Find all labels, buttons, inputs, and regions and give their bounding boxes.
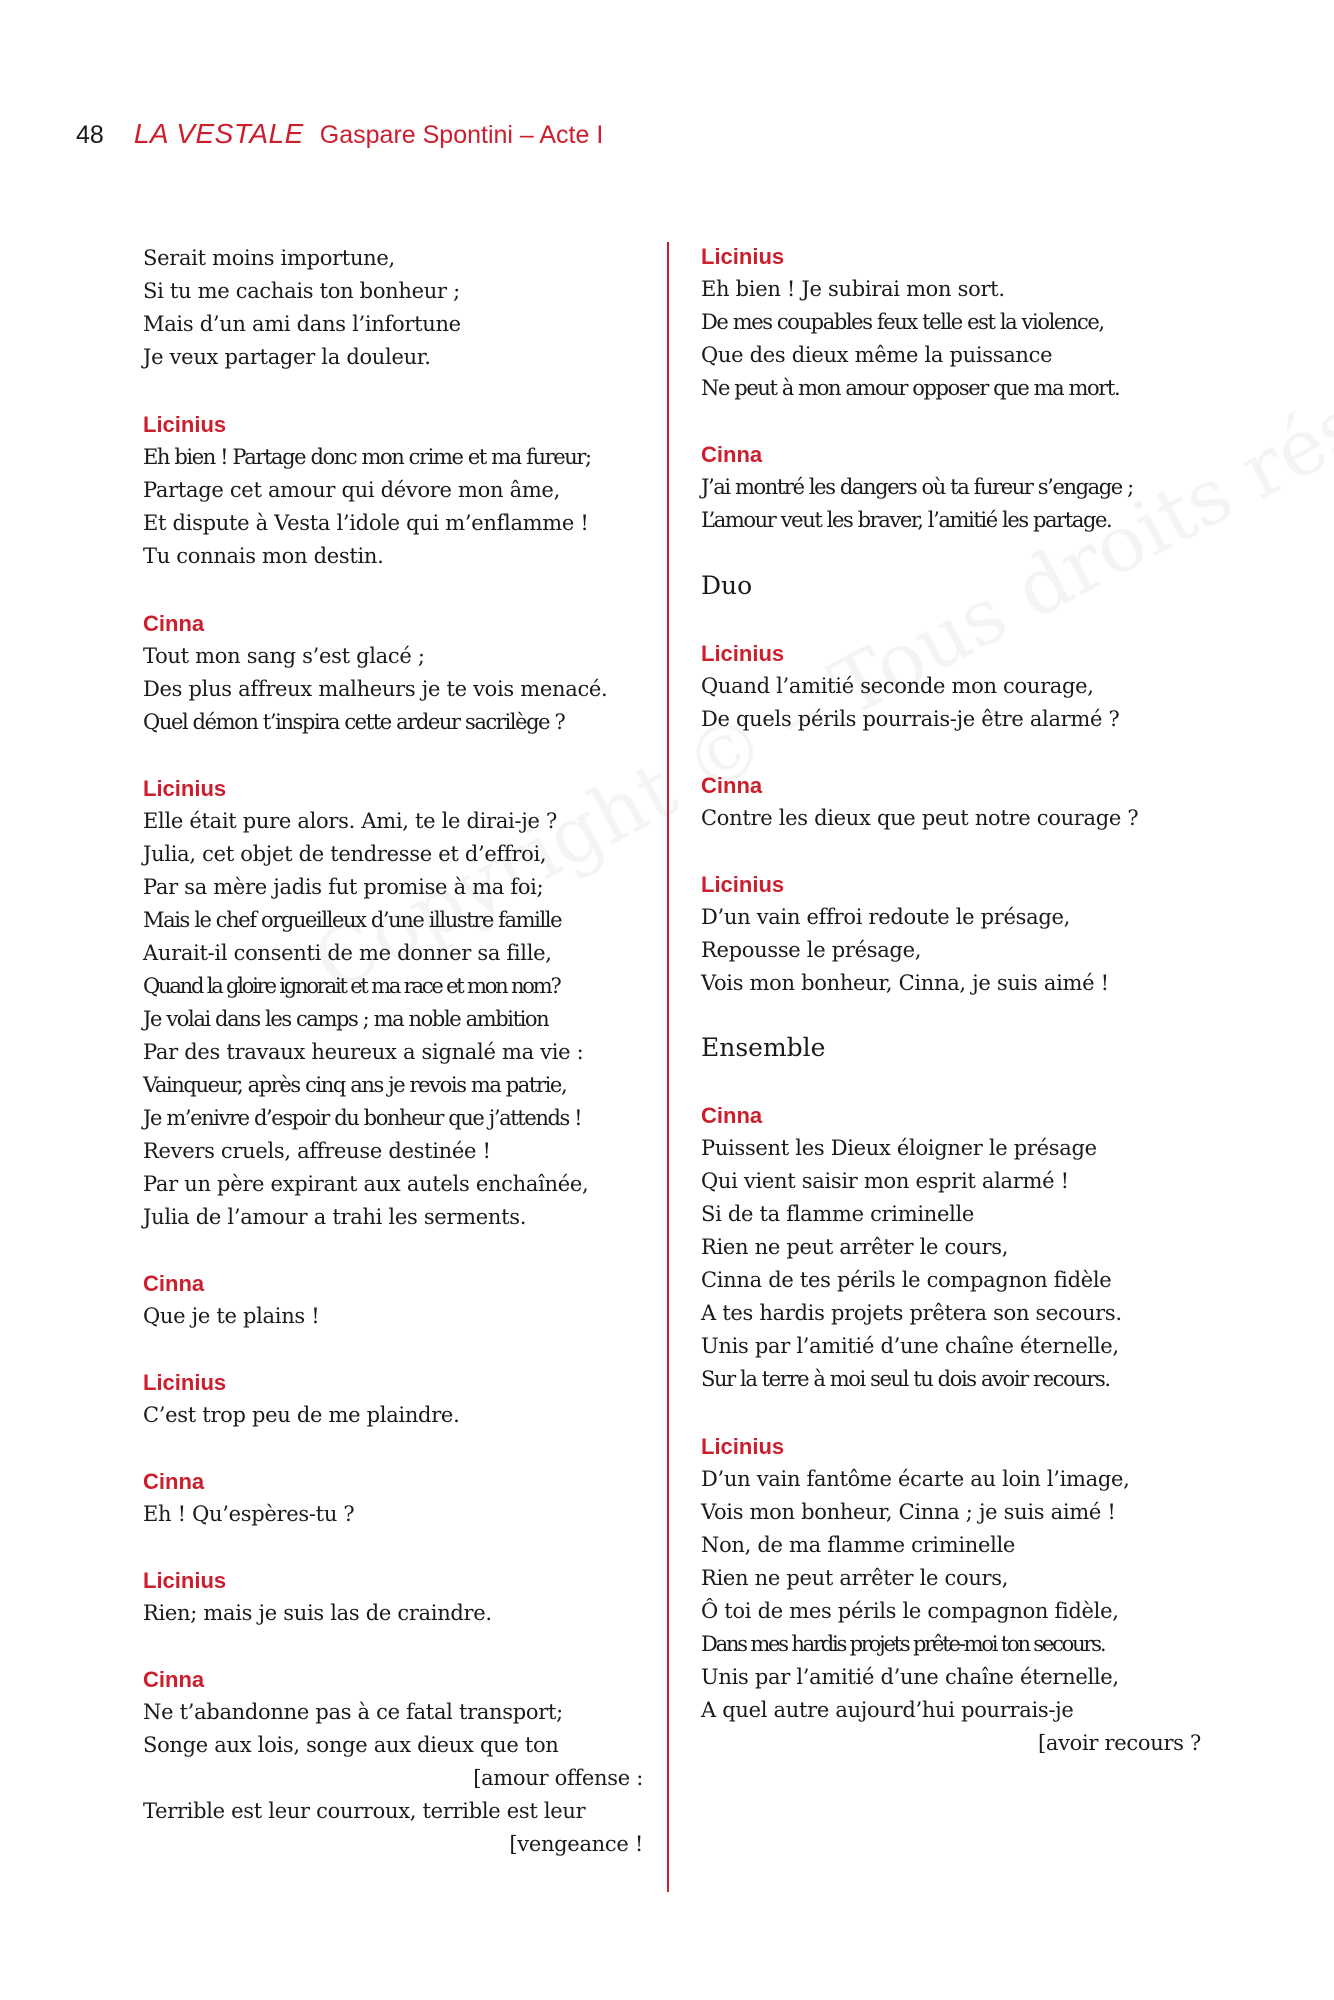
column-divider [667, 242, 669, 1892]
verse-line: De mes coupables feux telle est la violence, [701, 310, 1104, 334]
speaker-name: Cinna [143, 1469, 205, 1494]
verse-block [143, 1465, 643, 1531]
speaker-name: Licinius [701, 1434, 785, 1459]
verse-line: Terrible est leur courroux, terrible est leur [143, 1799, 586, 1823]
verse-line: Dans mes hardis projets prête-moi ton secours. [701, 1632, 1105, 1656]
verse-line: Revers cruels, affreuse destinée ! [143, 1139, 491, 1163]
verse-line: Quel démon t’inspira cette ardeur sacrilège ? [143, 710, 565, 734]
verse-line: Tout mon sang s’est glacé ; [143, 644, 425, 668]
speaker-name: Licinius [143, 412, 227, 437]
verse-line-continuation: [vengeance ! [509, 1832, 643, 1856]
verse-line: Et dispute à Vesta l’idole qui m’enflamme ! [143, 511, 589, 535]
verse-line: Quand l’amitié seconde mon courage, [701, 674, 1094, 698]
speaker-name: Licinius [701, 244, 785, 269]
verse-line: Partage cet amour qui dévore mon âme, [143, 478, 560, 502]
verse-line: Puissent les Dieux éloigner le présage [701, 1136, 1097, 1160]
verse-line: Si de ta flamme criminelle [701, 1202, 975, 1226]
verse-line: J’ai montré les dangers où ta fureur s’engage ; [701, 475, 1133, 499]
speaker-name: Cinna [701, 442, 763, 467]
verse-line-continuation: [avoir recours ? [1038, 1731, 1201, 1755]
verse-line: Tu connais mon destin. [143, 544, 384, 568]
verse-block [143, 607, 643, 739]
verse-block [701, 637, 1201, 736]
speaker-name: Licinius [701, 872, 785, 897]
verse-block [143, 1267, 643, 1333]
verse-block [143, 408, 643, 573]
verse-line: Des plus affreux malheurs je te vois menacé. [143, 677, 608, 701]
verse-line: Ne t’abandonne pas à ce fatal transport; [143, 1700, 563, 1724]
verse-line-continuation: [amour offense : [473, 1766, 643, 1790]
verse-line: D’un vain effroi redoute le présage, [701, 905, 1070, 929]
verse-line: D’un vain fantôme écarte au loin l’image, [701, 1467, 1130, 1491]
verse-block [701, 438, 1201, 537]
verse-block [701, 868, 1201, 1000]
verse-line: Non, de ma flamme criminelle [701, 1533, 1016, 1557]
verse-block [143, 772, 643, 1234]
verse-line: Eh ! Qu’espères-tu ? [143, 1502, 355, 1526]
verse-block [143, 1564, 643, 1630]
page-number: 48 [76, 121, 104, 149]
verse-block [143, 1366, 643, 1432]
verse-line: Serait moins importune, [143, 246, 395, 270]
verse-line: Que des dieux même la puissance [701, 343, 1053, 367]
verse-line: Vois mon bonheur, Cinna, je suis aimé ! [701, 971, 1109, 995]
speaker-name: Licinius [701, 641, 785, 666]
verse-line: Qui vient saisir mon esprit alarmé ! [701, 1169, 1069, 1193]
verse-line: Par un père expirant aux autels enchaînée, [143, 1172, 589, 1196]
speaker-name: Licinius [143, 1568, 227, 1593]
speaker-name: Cinna [143, 611, 205, 636]
verse-line: Si tu me cachais ton bonheur ; [143, 279, 460, 303]
speaker-name: Cinna [701, 1103, 763, 1128]
verse-line: Je volai dans les camps ; ma noble ambition [143, 1007, 549, 1031]
section-heading-duo: Duo [701, 571, 753, 600]
verse-line: Cinna de tes périls le compagnon fidèle [701, 1268, 1112, 1292]
verse-block [701, 1430, 1201, 1760]
verse-line: Mais le chef orgueilleux d’une illustre famille [143, 908, 562, 932]
verse-line: Que je te plains ! [143, 1304, 320, 1328]
verse-line: Mais d’un ami dans l’infortune [143, 312, 461, 336]
verse-line: Elle était pure alors. Ami, te le dirai-je ? [143, 809, 557, 833]
verse-block [143, 242, 643, 374]
verse-line: Quand la gloire ignorait et ma race et mon nom? [143, 974, 560, 998]
section-heading-ensemble: Ensemble [701, 1033, 826, 1062]
speaker-name: Cinna [143, 1667, 205, 1692]
verse-line: L’amour veut les braver, l’amitié les partage. [701, 508, 1112, 532]
verse-line: Rien ne peut arrêter le cours, [701, 1566, 1009, 1590]
speaker-name: Licinius [143, 1370, 227, 1395]
verse-block [701, 769, 1201, 835]
verse-line: Vainqueur, après cinq ans je revois ma patrie, [143, 1073, 567, 1097]
header-title: LA VESTALE [133, 118, 304, 149]
verse-line: A tes hardis projets prêtera son secours. [701, 1301, 1122, 1325]
verse-line: Julia de l’amour a trahi les serments. [143, 1205, 527, 1229]
verse-line: Ne peut à mon amour opposer que ma mort. [701, 376, 1120, 400]
verse-block [701, 1099, 1201, 1396]
verse-line: Par sa mère jadis fut promise à ma foi; [143, 875, 544, 899]
verse-line: A quel autre aujourd’hui pourrais-je [701, 1698, 1074, 1722]
running-header [76, 116, 603, 157]
verse-line: Je veux partager la douleur. [143, 345, 431, 369]
speaker-name: Cinna [701, 773, 763, 798]
verse-block [701, 240, 1201, 405]
verse-line: Vois mon bonheur, Cinna ; je suis aimé ! [701, 1500, 1116, 1524]
speaker-name: Licinius [143, 776, 227, 801]
verse-line: Rien; mais je suis las de craindre. [143, 1601, 492, 1625]
verse-line: Sur la terre à moi seul tu dois avoir recours. [701, 1367, 1110, 1391]
verse-line: Je m’enivre d’espoir du bonheur que j’attends ! [143, 1106, 582, 1130]
verse-line: Aurait-il consenti de me donner sa fille, [143, 941, 552, 965]
verse-line: De quels périls pourrais-je être alarmé ? [701, 707, 1120, 731]
verse-line: Rien ne peut arrêter le cours, [701, 1235, 1009, 1259]
verse-line: Ô toi de mes périls le compagnon fidèle, [701, 1599, 1119, 1623]
verse-line: Unis par l’amitié d’une chaîne éternelle, [701, 1665, 1119, 1689]
verse-line: Repousse le présage, [701, 938, 922, 962]
header-subtitle: Gaspare Spontini – Acte I [319, 121, 604, 149]
verse-line: Songe aux lois, songe aux dieux que ton [143, 1733, 559, 1757]
verse-line: Julia, cet objet de tendresse et d’effroi, [143, 842, 547, 866]
verse-line: Eh bien ! Je subirai mon sort. [701, 277, 1005, 301]
verse-line: Contre les dieux que peut notre courage ? [701, 806, 1139, 830]
speaker-name: Cinna [143, 1271, 205, 1296]
verse-line: C’est trop peu de me plaindre. [143, 1403, 460, 1427]
verse-line: Unis par l’amitié d’une chaîne éternelle, [701, 1334, 1119, 1358]
verse-line: Eh bien ! Partage donc mon crime et ma fureur; [143, 445, 591, 469]
verse-line: Par des travaux heureux a signalé ma vie : [143, 1040, 584, 1064]
verse-block [143, 1663, 643, 1861]
